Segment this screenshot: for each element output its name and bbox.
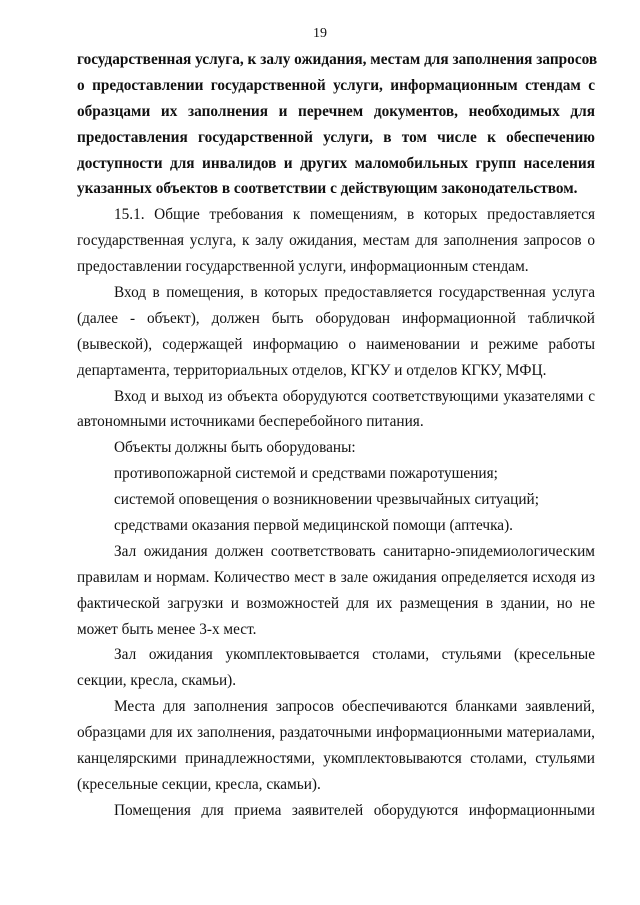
heading-line: о предоставлении государственной услуги, информационным стендам с (77, 76, 595, 94)
paragraph-line: (вывеской), содержащей информацию о наименовании и режиме работы (77, 335, 595, 353)
heading-line: государственная услуга, к залу ожидания, местам для заполнения запросов (77, 51, 598, 68)
paragraph-line: Вход и выход из объекта оборудуются соответствующими указателями с (114, 387, 595, 405)
paragraph-line: 15.1. Общие требования к помещениям, в которых предоставляется (114, 206, 595, 224)
page-number: 19 (313, 26, 327, 41)
document-body (77, 47, 598, 824)
paragraph-line: предоставлении государственной услуги, информационным стендам. (77, 258, 529, 276)
paragraph-line: Места для заполнения запросов обеспечиваются бланками заявлений, (114, 698, 595, 716)
list-item: средствами оказания первой медицинской помощи (аптечка). (114, 517, 514, 535)
list-item: противопожарной системой и средствами пожаротушения; (114, 465, 498, 483)
paragraph-line: (кресельные секции, кресла, скамьи). (77, 775, 321, 793)
paragraph-line: Зал ожидания должен соответствовать санитарно-эпидемиологическим (114, 542, 595, 560)
paragraph-line: государственная услуга, к залу ожидания, местам для заполнения запросов о (77, 232, 595, 250)
heading-line: доступности для инвалидов и других маломобильных групп населения (77, 154, 595, 172)
paragraph-line: автономными источниками бесперебойного питания. (77, 413, 424, 431)
paragraph-line: (далее - объект), должен быть оборудован информационной табличкой (77, 309, 595, 327)
paragraph-line: секции, кресла, скамьи). (77, 672, 237, 690)
list-item: системой оповещения о возникновении чрезвычайных ситуаций; (114, 491, 539, 509)
paragraph-line: Помещения для приема заявителей оборудуются информационными (114, 801, 595, 819)
paragraph-line: может быть менее 3-х мест. (77, 620, 257, 638)
paragraph-line: образцами для их заполнения, раздаточными информационными материалами, (77, 724, 595, 742)
paragraph-line: фактической загрузки и возможностей для их размещения в здании, но не (77, 594, 595, 612)
paragraph-line: канцелярскими принадлежностями, укомплектовываются столами, стульями (77, 750, 595, 768)
paragraph-line: Зал ожидания укомплектовывается столами, стульями (кресельные (114, 646, 595, 664)
heading-line: указанных объектов в соответствии с действующим законодательством. (77, 180, 578, 198)
paragraph-line: Вход в помещения, в которых предоставляется государственная услуга (114, 284, 595, 302)
heading-line: образцами их заполнения и перечнем документов, необходимых для (77, 102, 595, 120)
heading-line: предоставления государственной услуги, в том числе к обеспечению (77, 128, 595, 146)
paragraph-line: Объекты должны быть оборудованы: (114, 439, 356, 457)
paragraph-line: правилам и нормам. Количество мест в зале ожидания определяется исходя из (77, 568, 595, 586)
paragraph-line: департамента, территориальных отделов, КГКУ и отделов КГКУ, МФЦ. (77, 361, 547, 379)
